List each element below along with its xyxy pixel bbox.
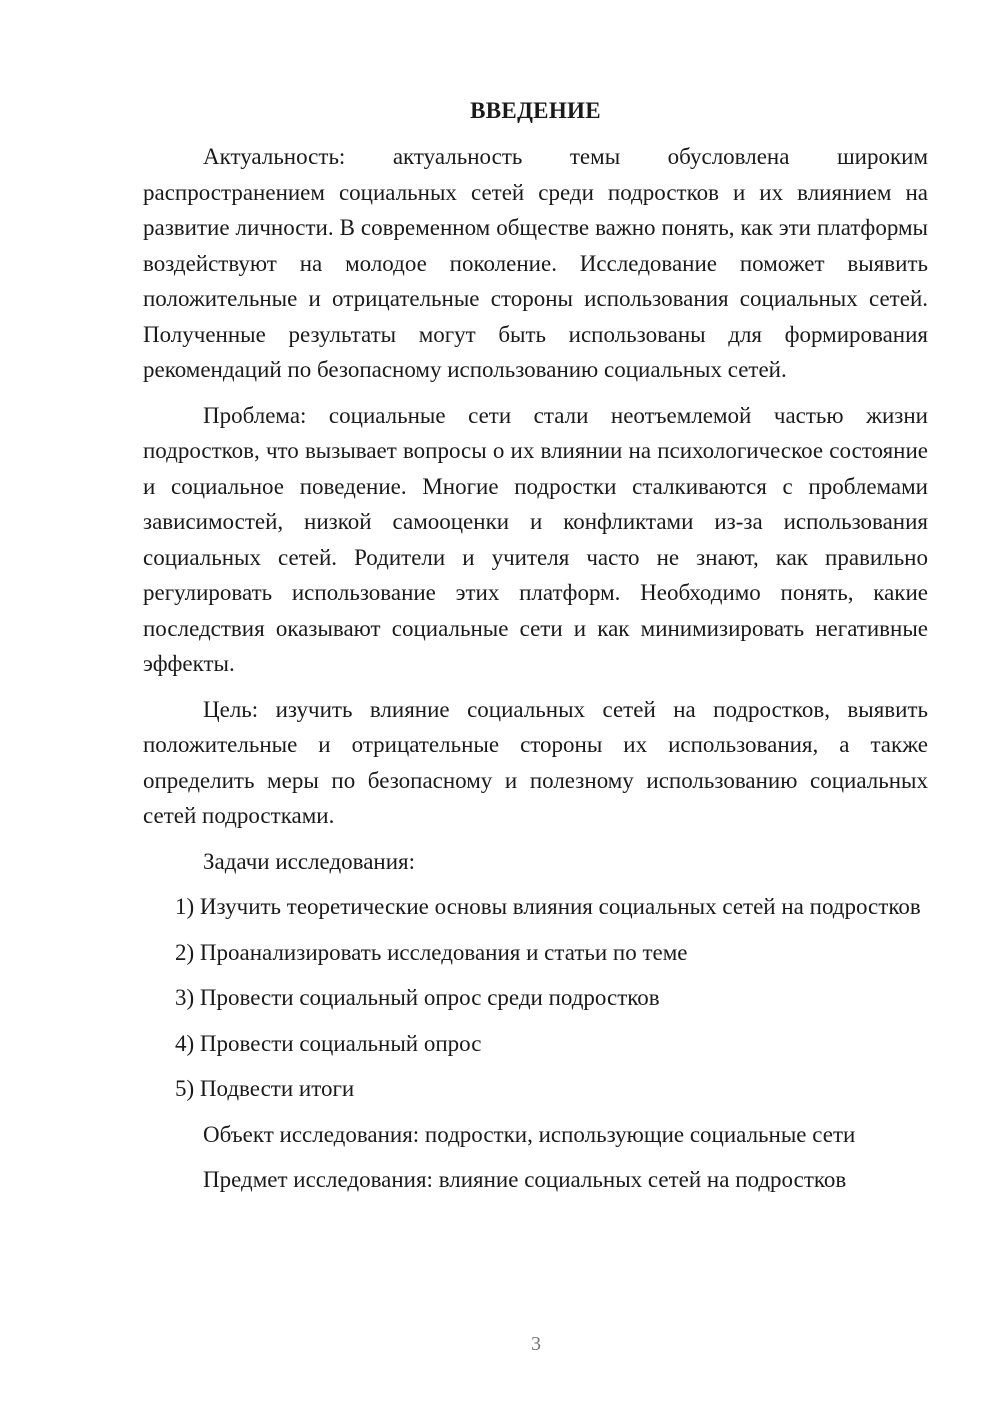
list-item: 4) Провести социальный опрос [175, 1030, 482, 1056]
page-title: ВВЕДЕНИЕ [470, 98, 601, 123]
relevance-paragraph: Актуальность: актуальность темы обусловлена широким распространением социальных сетей среди подростков и их влиянием на развитие личности. В современном обществе важно понять, как эти платформы воздействуют на молодое поколение. Исследование поможет выявить положительные и отрицательные стороны использования социальных сетей. Полученные результаты могут быть использованы для формирования рекомендаций по безопасному использованию социальных сетей. [143, 144, 928, 382]
list-item: 2) Проанализировать исследования и статьи по теме [175, 939, 688, 965]
tasks-list [143, 889, 928, 1107]
goal-paragraph: Цель: изучить влияние социальных сетей на подростков, выявить положительные и отрицательные стороны их использования, а также определить меры по безопасному и полезному использованию социальных сетей подростками. [143, 696, 928, 828]
page-number: 3 [531, 1333, 541, 1355]
list-item: 5) Подвести итоги [175, 1076, 355, 1101]
problem-paragraph: Проблема: социальные сети стали неотъемлемой частью жизни подростков, что вызывает вопросы о их влиянии на психологическое состояние и социальное поведение. Многие подростки сталкиваются с проблемами зависимостей, низкой самооценки и конфликтами из-за использования социальных сетей. Родители и учителя часто не знают, как правильно регулировать использование этих платформ. Необходимо понять, какие последствия оказывают социальные сети и как минимизировать негативные эффекты. [143, 402, 928, 676]
research-subject: Предмет исследования: влияние социальных сетей на подростков [203, 1167, 847, 1192]
tasks-heading: Задачи исследования: [203, 848, 416, 874]
research-object: Объект исследования: подростки, использующие социальные сети [203, 1121, 856, 1147]
list-item: 3) Провести социальный опрос среди подростков [175, 985, 660, 1010]
list-item: 1) Изучить теоретические основы влияния социальных сетей на подростков [175, 894, 921, 919]
document-page [143, 95, 928, 1208]
